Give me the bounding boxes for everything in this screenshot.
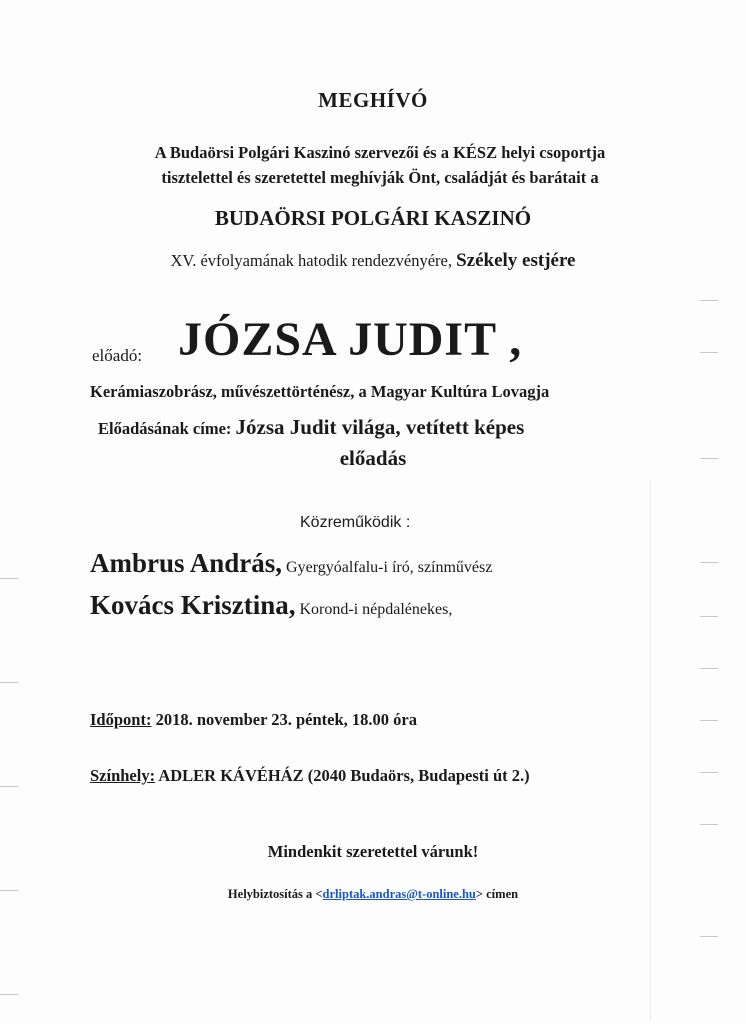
presenter-name: JÓZSA JUDIT , bbox=[178, 313, 523, 366]
contributor-row bbox=[90, 548, 492, 579]
presenter-label: előadó: bbox=[92, 346, 143, 365]
contributor-row bbox=[90, 590, 452, 621]
series-text: XV. évfolyamának hatodik rendezvényére, bbox=[170, 251, 452, 270]
contributor-role: Gyergyóalfalu-i író, színművész bbox=[286, 559, 493, 576]
reservation-suffix: > címen bbox=[475, 887, 519, 901]
scan-shadow bbox=[650, 480, 651, 1020]
place-label: Színhely: bbox=[90, 766, 156, 785]
scan-mark bbox=[0, 578, 18, 579]
page-title: MEGHÍVÓ bbox=[318, 88, 428, 112]
event-place bbox=[90, 766, 530, 786]
intro-text bbox=[80, 140, 680, 190]
lecture-line bbox=[98, 415, 524, 440]
kaszino-heading: BUDAÖRSI POLGÁRI KASZINÓ bbox=[214, 206, 532, 230]
intro-line-2: tisztelettel és szeretettel meghívják Önt, családját és barátait a bbox=[161, 168, 599, 187]
scan-mark bbox=[700, 720, 718, 721]
series-line bbox=[0, 250, 746, 272]
time-label: Időpont: bbox=[90, 710, 152, 729]
welcome-text: Mindenkit szeretettel várunk! bbox=[267, 842, 479, 861]
scan-mark bbox=[700, 562, 718, 563]
scan-mark bbox=[700, 616, 718, 617]
contributors-label: Közreműködik : bbox=[300, 514, 411, 531]
presenter-titles: Kerámiaszobrász, művészettörténész, a Magyar Kultúra Lovagja bbox=[90, 382, 550, 401]
email-link[interactable]: drliptak.andras@t-online.hu bbox=[322, 887, 476, 901]
scan-mark bbox=[700, 300, 718, 301]
contributor-role: Korond-i népdalénekes, bbox=[299, 601, 453, 618]
scan-mark bbox=[700, 668, 718, 669]
place-value: ADLER KÁVÉHÁZ (2040 Budaörs, Budapesti út 2.) bbox=[158, 766, 530, 785]
contributor-name: Ambrus András, bbox=[90, 548, 283, 578]
lecture-label: Előadásának címe: bbox=[98, 419, 232, 438]
contributor-name: Kovács Krisztina, bbox=[90, 590, 296, 620]
scan-mark bbox=[700, 936, 718, 937]
time-value: 2018. november 23. péntek, 18.00 óra bbox=[155, 710, 417, 729]
series-highlight: Székely estjére bbox=[456, 250, 576, 271]
intro-line-1: A Budaörsi Polgári Kaszinó szervezői és a KÉSZ helyi csoportja bbox=[154, 143, 606, 162]
scan-mark bbox=[0, 786, 18, 787]
scan-mark bbox=[700, 824, 718, 825]
scan-mark bbox=[700, 352, 718, 353]
lecture-title-continued: előadás bbox=[339, 446, 407, 470]
scan-mark bbox=[0, 994, 18, 995]
event-time bbox=[90, 710, 417, 730]
scan-mark bbox=[0, 682, 18, 683]
reservation-line bbox=[0, 887, 746, 902]
reservation-prefix: Helybiztosítás a < bbox=[227, 887, 323, 901]
lecture-title: Józsa Judit világa, vetített képes bbox=[235, 415, 525, 439]
scan-mark bbox=[700, 772, 718, 773]
